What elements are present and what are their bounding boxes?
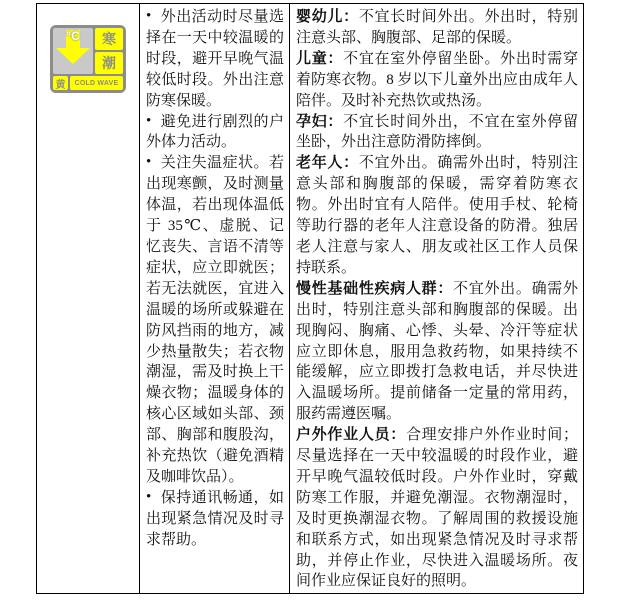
group-guidelines-cell xyxy=(290,4,583,593)
group-text: 不宜外出。确需外出时，特别注意头部和胸腹部的保暖，需穿着防寒衣物。外出时宜有人陪伴。使用手杖、轮椅等助行器的老年人注意设备的防滑。独居老人注意与家人、朋友或社区工作人员保持联系。 xyxy=(296,155,578,276)
bullet-icon: • xyxy=(146,488,152,505)
bullet-icon: • xyxy=(146,8,152,24)
group-guideline-elderly xyxy=(296,153,578,278)
group-label: 婴幼儿： xyxy=(296,9,359,25)
group-guideline-outdoor-workers xyxy=(296,425,578,592)
warning-icon-cell xyxy=(37,4,140,593)
group-label: 户外作业人员： xyxy=(296,427,406,444)
group-guideline-infants xyxy=(296,7,578,49)
group-guideline-children xyxy=(296,49,578,112)
guideline-item xyxy=(146,7,284,112)
guideline-item xyxy=(146,488,284,551)
group-text: 不宜长时间外出，不宜在室外停留坐卧，外出注意防滑防摔倒。 xyxy=(296,113,578,151)
group-label: 孕妇： xyxy=(296,113,344,130)
group-label: 老年人： xyxy=(296,155,359,172)
general-guidelines-cell xyxy=(140,4,290,593)
temperature-drop-arrow-icon xyxy=(53,28,93,74)
group-text: 不宜在室外停留坐卧。外出时需穿着防寒衣物。8 岁以下儿童外出应由成年人陪伴。及时补充热饮或热汤。 xyxy=(296,50,578,109)
group-label: 慢性基础性疾病人群： xyxy=(296,280,454,297)
guideline-text: 避免进行剧烈的户外体力活动。 xyxy=(146,113,284,151)
cold-wave-yellow-warning-icon xyxy=(50,25,126,93)
warning-name-char-bottom: 潮 xyxy=(95,52,123,74)
group-text: 不宜外出。确需外出时，特别注意头部和胸腹部的保暖。出现胸闷、胸痛、心悸、头晕、冷汗等症状应立即休息，服用急救药物，如果持续不能缓解，应立即拨打急救电话，并尽快进入温暖场所。提前储备一定量的常用药，服药需遵医嘱。 xyxy=(296,280,578,423)
warning-name-char-top: 寒 xyxy=(95,28,123,50)
guideline-text: 保持通讯畅通，如出现紧急情况及时寻求帮助。 xyxy=(146,489,284,548)
cold-wave-guideline-table xyxy=(36,3,584,594)
guideline-item xyxy=(146,153,284,488)
arrow-head xyxy=(56,48,90,64)
group-text: 合理安排户外作业时间；尽量选择在一天中较温暖的时段作业，避开早晚气温较低时段。户外作业时，穿戴防寒工作服，并避免潮湿。衣物潮湿时，及时更换潮湿衣物。了解周围的救援设施和联系方式，如出现紧急情况及时寻求帮助，并停止作业，尽快进入温暖场所。夜间作业应保证良好的照明。 xyxy=(296,427,578,590)
guideline-text: 外出活动时尽量选择在一天中较温暖的时段，避开早晚气温较低时段。外出注意防寒保暖。 xyxy=(146,9,284,109)
warning-level-badge: 黄 xyxy=(53,76,68,90)
warning-icon-bottom-row xyxy=(53,76,123,90)
guideline-item xyxy=(146,112,284,154)
group-text: 不宜长时间外出。外出时，特别注意头部、胸腹部、足部的保暖。 xyxy=(296,9,578,46)
warning-name-chars xyxy=(95,28,123,74)
bullet-icon: • xyxy=(146,112,152,129)
degree-celsius-label: °C xyxy=(66,29,80,43)
group-label: 儿童： xyxy=(296,50,344,67)
group-guideline-pregnant xyxy=(296,112,578,154)
warning-english-label: COLD WAVE xyxy=(70,76,123,90)
bullet-icon: • xyxy=(146,154,152,171)
guideline-text: 关注失温症状。若出现寒颤，及时测量体温，若出现体温低于 35℃、虚脱、记忆丧失、言语不清等症状，应立即就医；若无法就医，宜进入温暖的场所或躲避在防风挡雨的地方，减少热量散失；若衣物潮湿，需及时换上干燥衣物；温暖身体的核心区域如头部、颈部、胸部和腹股沟，补充热饮（避免酒精及咖啡饮品）。 xyxy=(146,155,284,485)
group-guideline-chronic-disease xyxy=(296,279,578,425)
